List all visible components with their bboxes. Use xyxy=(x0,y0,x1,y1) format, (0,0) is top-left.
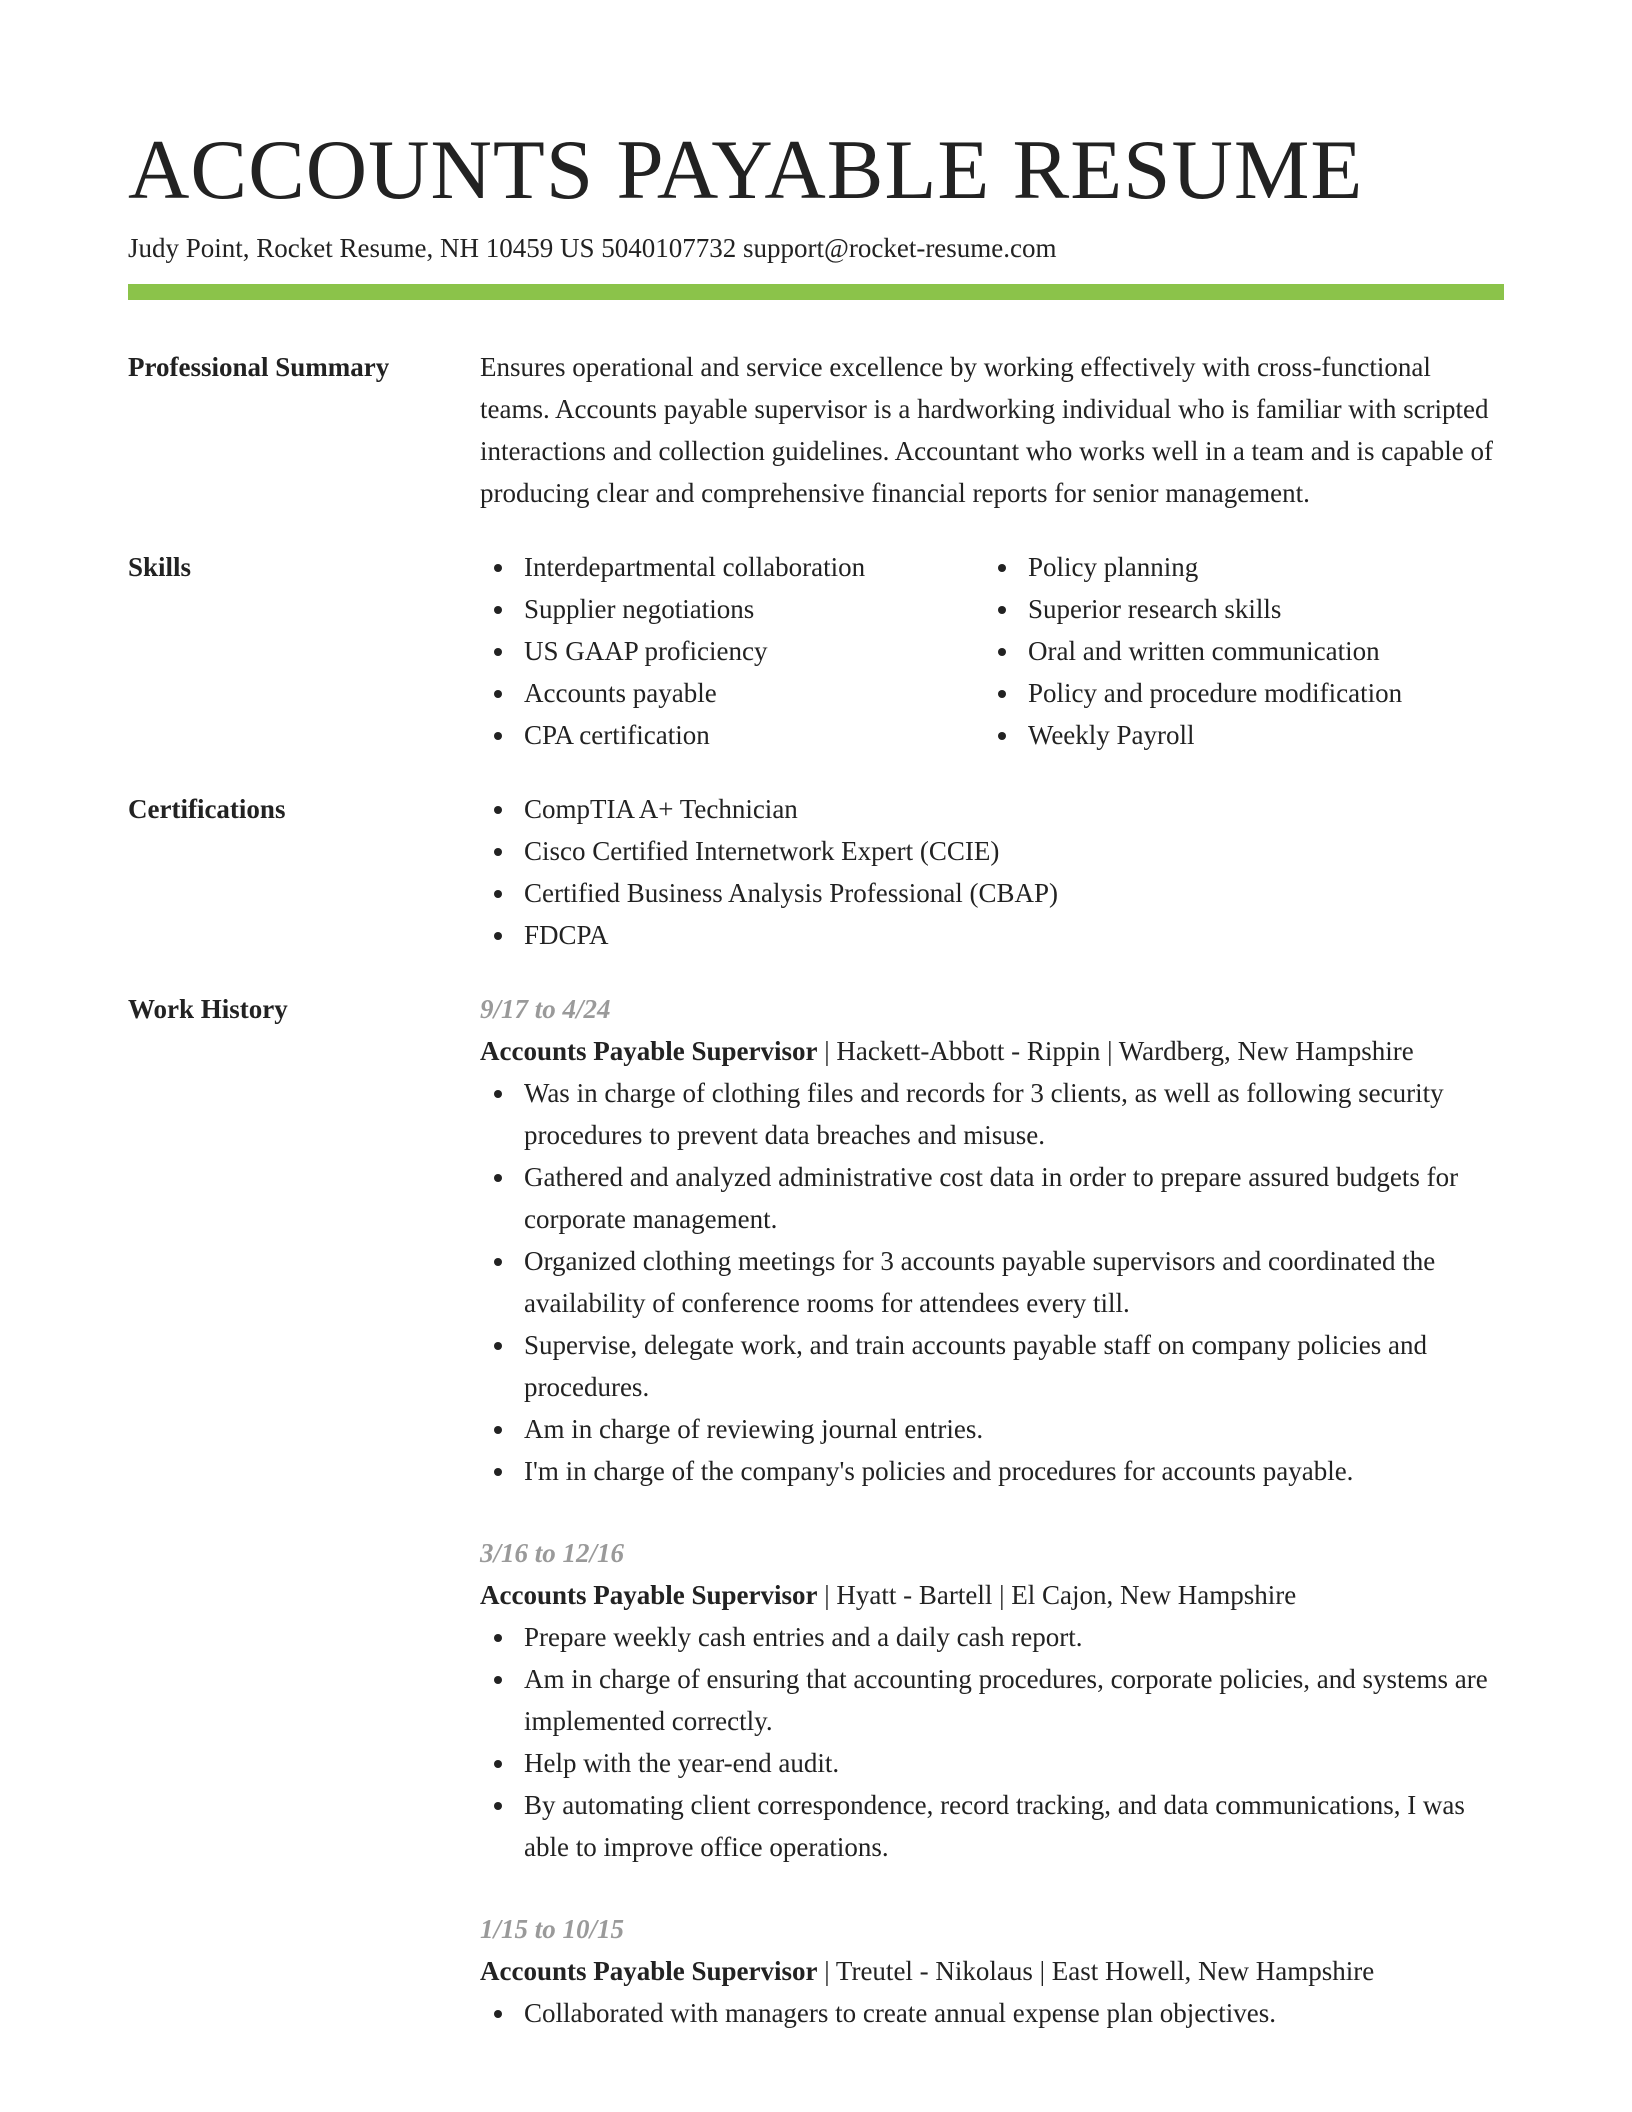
job-title: Accounts Payable Supervisor xyxy=(480,1036,818,1066)
job-duty: Organized clothing meetings for 3 accounts payable supervisors and coordinated the availability of conference rooms for attendees every till. xyxy=(480,1240,1504,1324)
skill-item: Policy and procedure modification xyxy=(984,672,1488,714)
contact-line: Judy Point, Rocket Resume, NH 10459 US 5040107732 support@rocket-resume.com xyxy=(128,233,1057,263)
job-duty: Collaborated with managers to create annual expense plan objectives. xyxy=(480,1992,1504,2034)
job-entry xyxy=(480,1532,1504,1868)
skill-item: Weekly Payroll xyxy=(984,714,1488,756)
job-heading xyxy=(480,1030,1504,1072)
summary-section xyxy=(128,346,1504,514)
summary-label: Professional Summary xyxy=(128,352,390,382)
job-duties xyxy=(480,1616,1504,1868)
certification-item: FDCPA xyxy=(480,914,1504,956)
job-duty: I'm in charge of the company's policies and procedures for accounts payable. xyxy=(480,1450,1504,1492)
job-dates: 3/16 to 12/16 xyxy=(480,1538,625,1568)
skills-label: Skills xyxy=(128,552,192,582)
job-duty: Am in charge of ensuring that accounting procedures, corporate policies, and systems are implemented correctly. xyxy=(480,1658,1504,1742)
job-title: Accounts Payable Supervisor xyxy=(480,1580,818,1610)
skill-item: US GAAP proficiency xyxy=(480,630,984,672)
job-title: Accounts Payable Supervisor xyxy=(480,1956,818,1986)
summary-text: Ensures operational and service excellence by working effectively with cross-functional teams. Accounts payable supervisor is a hardworking individual who is familiar with scripted interactions and collection guidelines. Accountant who works well in a team and is capable of producing clear and comprehensive financial reports for senior management. xyxy=(480,352,1493,508)
resume-page xyxy=(128,120,1504,2074)
certification-item: CompTIA A+ Technician xyxy=(480,788,1504,830)
certification-item: Cisco Certified Internetwork Expert (CCIE) xyxy=(480,830,1504,872)
skill-item: Accounts payable xyxy=(480,672,984,714)
job-employer-location: | Hyatt - Bartell | El Cajon, New Hampshire xyxy=(817,1580,1297,1610)
resume-title: ACCOUNTS PAYABLE RESUME xyxy=(128,123,1364,217)
certifications-list xyxy=(480,788,1504,956)
skill-item: Supplier negotiations xyxy=(480,588,984,630)
skills-list xyxy=(480,546,1504,756)
job-duty: Was in charge of clothing files and records for 3 clients, as well as following security procedures to prevent data breaches and misuse. xyxy=(480,1072,1504,1156)
job-duty: By automating client correspondence, record tracking, and data communications, I was able to improve office operations. xyxy=(480,1784,1504,1868)
job-entry xyxy=(480,988,1504,1492)
skill-item: Policy planning xyxy=(984,546,1488,588)
job-duties xyxy=(480,1992,1504,2034)
skills-section xyxy=(128,546,1504,756)
job-entry xyxy=(480,1908,1504,2034)
job-dates: 1/15 to 10/15 xyxy=(480,1914,625,1944)
job-duty: Help with the year-end audit. xyxy=(480,1742,1504,1784)
job-duty: Prepare weekly cash entries and a daily cash report. xyxy=(480,1616,1504,1658)
job-duty: Gathered and analyzed administrative cost data in order to prepare assured budgets for corporate management. xyxy=(480,1156,1504,1240)
skill-item: Superior research skills xyxy=(984,588,1488,630)
work-history-label: Work History xyxy=(128,994,288,1024)
certification-item: Certified Business Analysis Professional (CBAP) xyxy=(480,872,1504,914)
job-duties xyxy=(480,1072,1504,1492)
job-heading xyxy=(480,1574,1504,1616)
skills-left-column xyxy=(480,546,984,756)
job-heading xyxy=(480,1950,1504,1992)
job-dates: 9/17 to 4/24 xyxy=(480,994,611,1024)
skill-item: Oral and written communication xyxy=(984,630,1488,672)
skill-item: CPA certification xyxy=(480,714,984,756)
job-duty: Supervise, delegate work, and train accounts payable staff on company policies and procedures. xyxy=(480,1324,1504,1408)
skill-item: Interdepartmental collaboration xyxy=(480,546,984,588)
job-duty: Am in charge of reviewing journal entries. xyxy=(480,1408,1504,1450)
skills-right-column xyxy=(984,546,1488,756)
job-employer-location: | Hackett-Abbott - Rippin | Wardberg, New Hampshire xyxy=(817,1036,1414,1066)
certifications-section xyxy=(128,788,1504,956)
header-divider xyxy=(128,284,1504,300)
work-history-list xyxy=(480,988,1504,2074)
work-history-section xyxy=(128,988,1504,2074)
certifications-label: Certifications xyxy=(128,794,286,824)
job-employer-location: | Treutel - Nikolaus | East Howell, New Hampshire xyxy=(817,1956,1375,1986)
